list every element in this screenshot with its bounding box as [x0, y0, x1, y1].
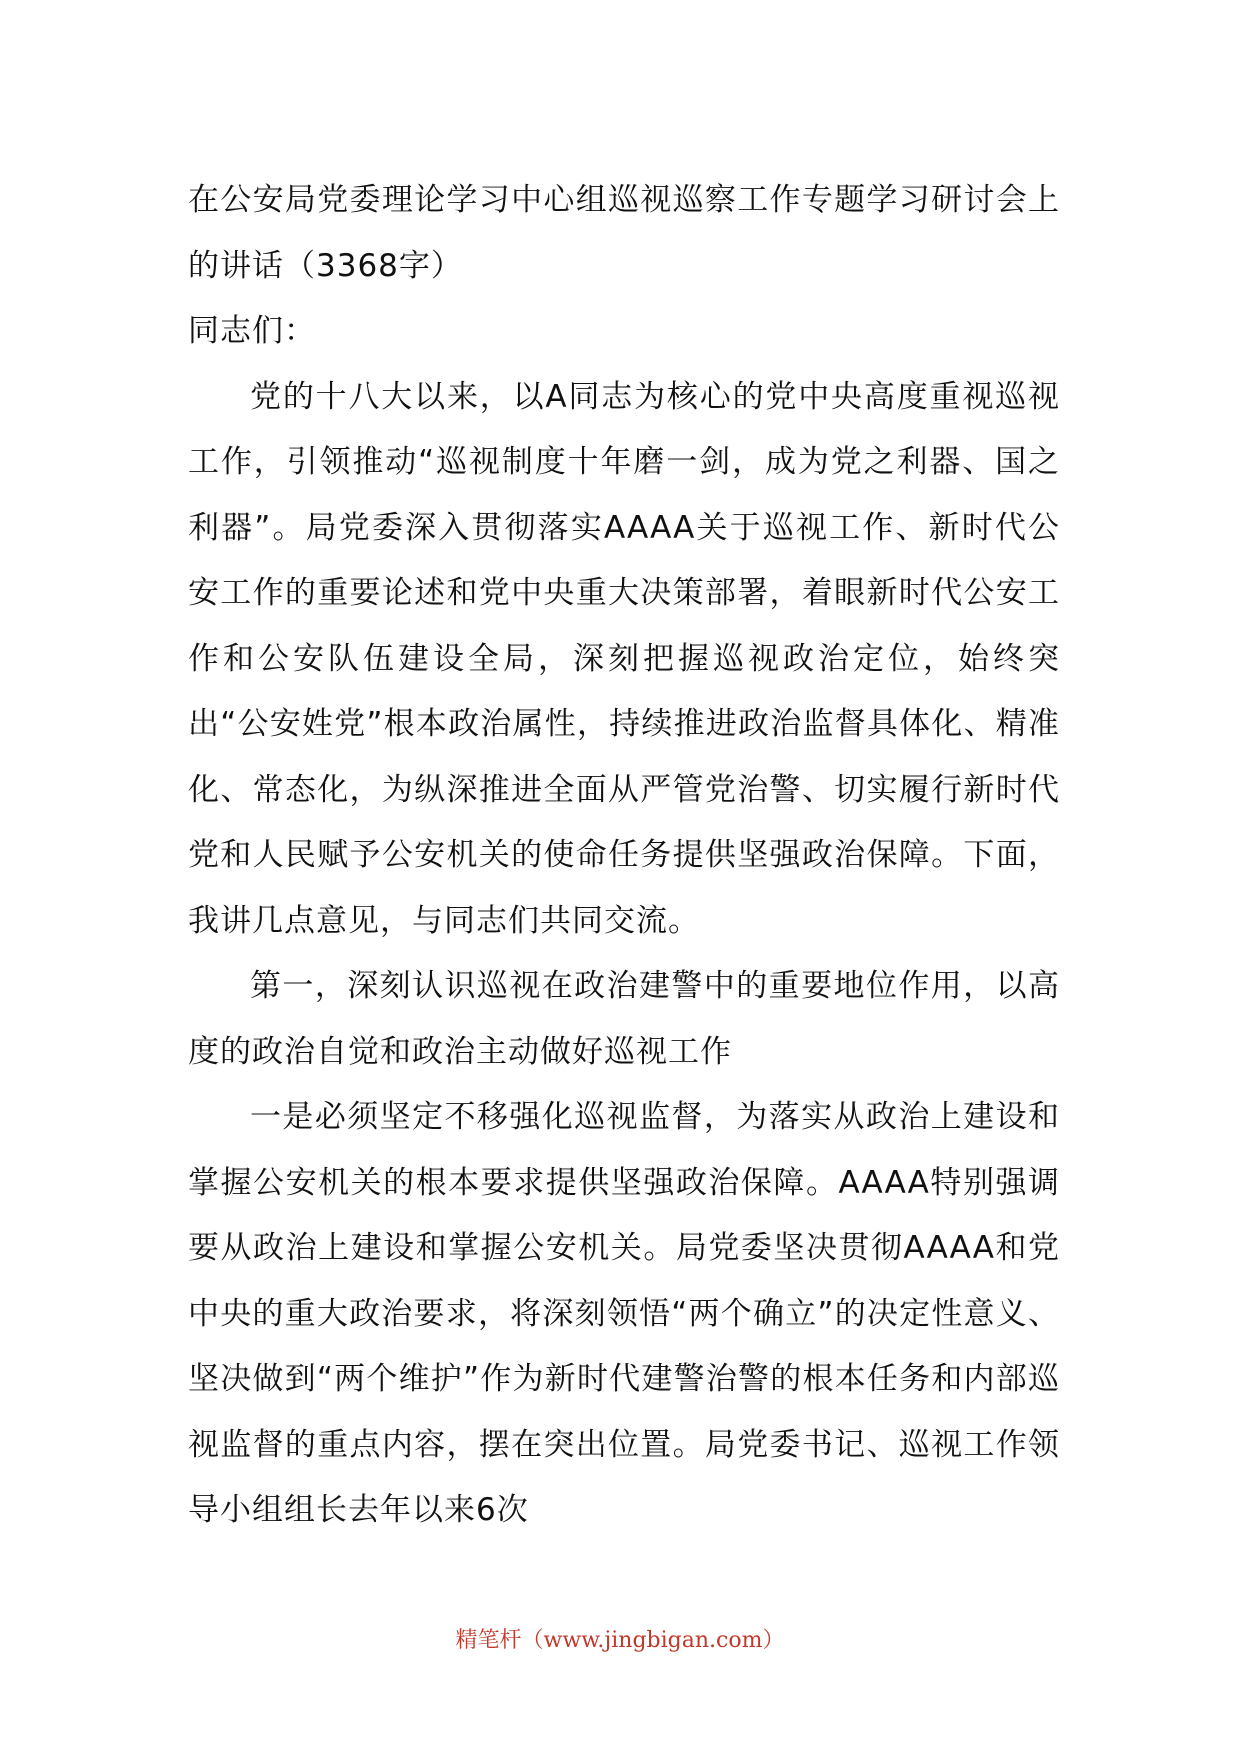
body-paragraph-first-point: 一是必须坚定不移强化巡视监督，为落实从政治上建设和掌握公安机关的根本要求提供坚强政治保障。AAAA特别强调要从政治上建设和掌握公安机关。局党委坚决贯彻AAAA和党中央的重大政治要求，将深刻领悟“两个确立”的决定性意义、坚决做到“两个维护”作为新时代建警治警的根本任务和内部巡视监督的重点内容，摆在突出位置。局党委书记、巡视工作领导小组组长去年以来6次: [188, 1099, 1060, 1528]
section-heading-first: 第一，深刻认识巡视在政治建警中的重要地位作用，以高度的政治自觉和政治主动做好巡视工作: [188, 968, 1060, 1070]
body-paragraph-intro: 党的十八大以来，以A同志为核心的党中央高度重视巡视工作，引领推动“巡视制度十年磨一剑，成为党之利器、国之利器”。局党委深入贯彻落实AAAA关于巡视工作、新时代公安工作的重要论述和党中央重大决策部署，着眼新时代公安工作和公安队伍建设全局，深刻把握巡视政治定位，始终突出“公安姓党”根本政治属性，持续推进政治监督具体化、精准化、常态化，为纵深推进全面从严管党治警、切实履行新时代党和人民赋予公安机关的使命任务提供坚强政治保障。下面，我讲几点意见，与同志们共同交流。: [188, 378, 1060, 939]
document-title: 在公安局党委理论学习中心组巡视巡察工作专题学习研讨会上的讲话（3368字）: [188, 182, 1060, 284]
document-body: [188, 168, 1060, 1544]
footer-watermark: 精笔杆（www.jingbigan.com）: [455, 1628, 785, 1653]
salutation: 同志们：: [188, 313, 316, 349]
